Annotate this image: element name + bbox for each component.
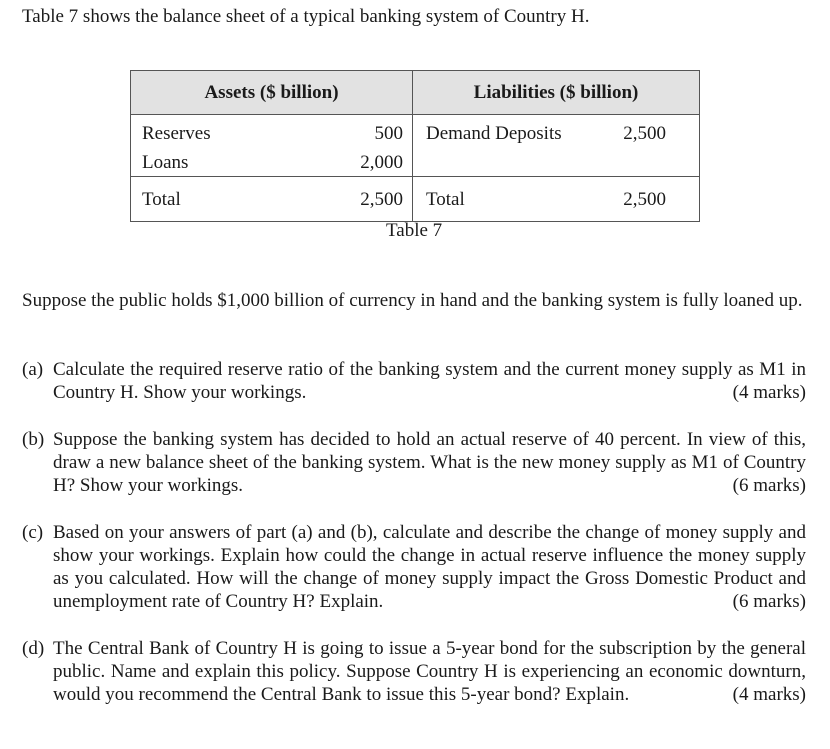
liability-total-label: Total xyxy=(413,177,603,222)
question-marks: (4 marks) xyxy=(732,684,806,705)
question-b xyxy=(22,428,806,497)
asset-name: Reserves xyxy=(142,122,211,144)
question-label: (b) xyxy=(22,429,45,450)
liability-value: 2,500 xyxy=(623,122,666,144)
question-marks: (6 marks) xyxy=(732,591,806,612)
liability-value xyxy=(602,151,699,177)
table-caption: Table 7 xyxy=(386,220,443,241)
question-text: Calculate the required reserve ratio of the banking system and the current money supply as M1 in Country H. Show your workings. xyxy=(53,359,806,403)
question-text: The Central Bank of Country H is going to issue a 5-year bond for the subscription by the general public. Name and explain this policy. Suppose Country H is experiencing an economic downturn, would you recommend the Central Bank to issue this 5-year bond? Explain. xyxy=(53,638,806,705)
question-a xyxy=(22,358,806,404)
asset-name: Loans xyxy=(142,152,189,173)
question-label: (c) xyxy=(22,522,44,543)
table-row xyxy=(131,151,700,177)
liability-total-value: 2,500 xyxy=(602,177,699,222)
question-text: Suppose the banking system has decided to hold an actual reserve of 40 percent. In view of this, draw a new balance sheet of the banking system. What is the new money supply as M1 of Country H? Show your workings. xyxy=(53,429,806,496)
assets-header: Assets ($ billion) xyxy=(131,71,413,115)
asset-value: 2,000 xyxy=(287,151,413,177)
question-label: (a) xyxy=(22,359,44,380)
liability-name: Demand Deposits xyxy=(426,122,562,144)
table-total-row xyxy=(131,177,700,222)
question-marks: (6 marks) xyxy=(732,475,806,496)
asset-total-label: Total xyxy=(131,177,288,222)
question-label: (d) xyxy=(22,638,45,659)
asset-total-value: 2,500 xyxy=(287,177,413,222)
question-marks: (4 marks) xyxy=(732,382,806,403)
scenario-paragraph: Suppose the public holds $1,000 billion of currency in hand and the banking system is fully loaned up. xyxy=(22,290,803,311)
question-d xyxy=(22,637,806,706)
question-c xyxy=(22,521,806,613)
liabilities-header: Liabilities ($ billion) xyxy=(413,71,700,115)
intro-text: Table 7 shows the balance sheet of a typical banking system of Country H. xyxy=(22,6,590,27)
liability-name xyxy=(413,151,603,177)
question-text: Based on your answers of part (a) and (b), calculate and describe the change of money supply and show your workings. Explain how could the change in actual reserve influence the money supply as you calculated. How will the change of money supply impact the Gross Domestic Product and unemployment rate of Country H? Explain. xyxy=(53,522,806,612)
balance-sheet-table xyxy=(130,70,700,222)
table-row xyxy=(131,115,700,152)
asset-value: 500 xyxy=(287,115,413,152)
